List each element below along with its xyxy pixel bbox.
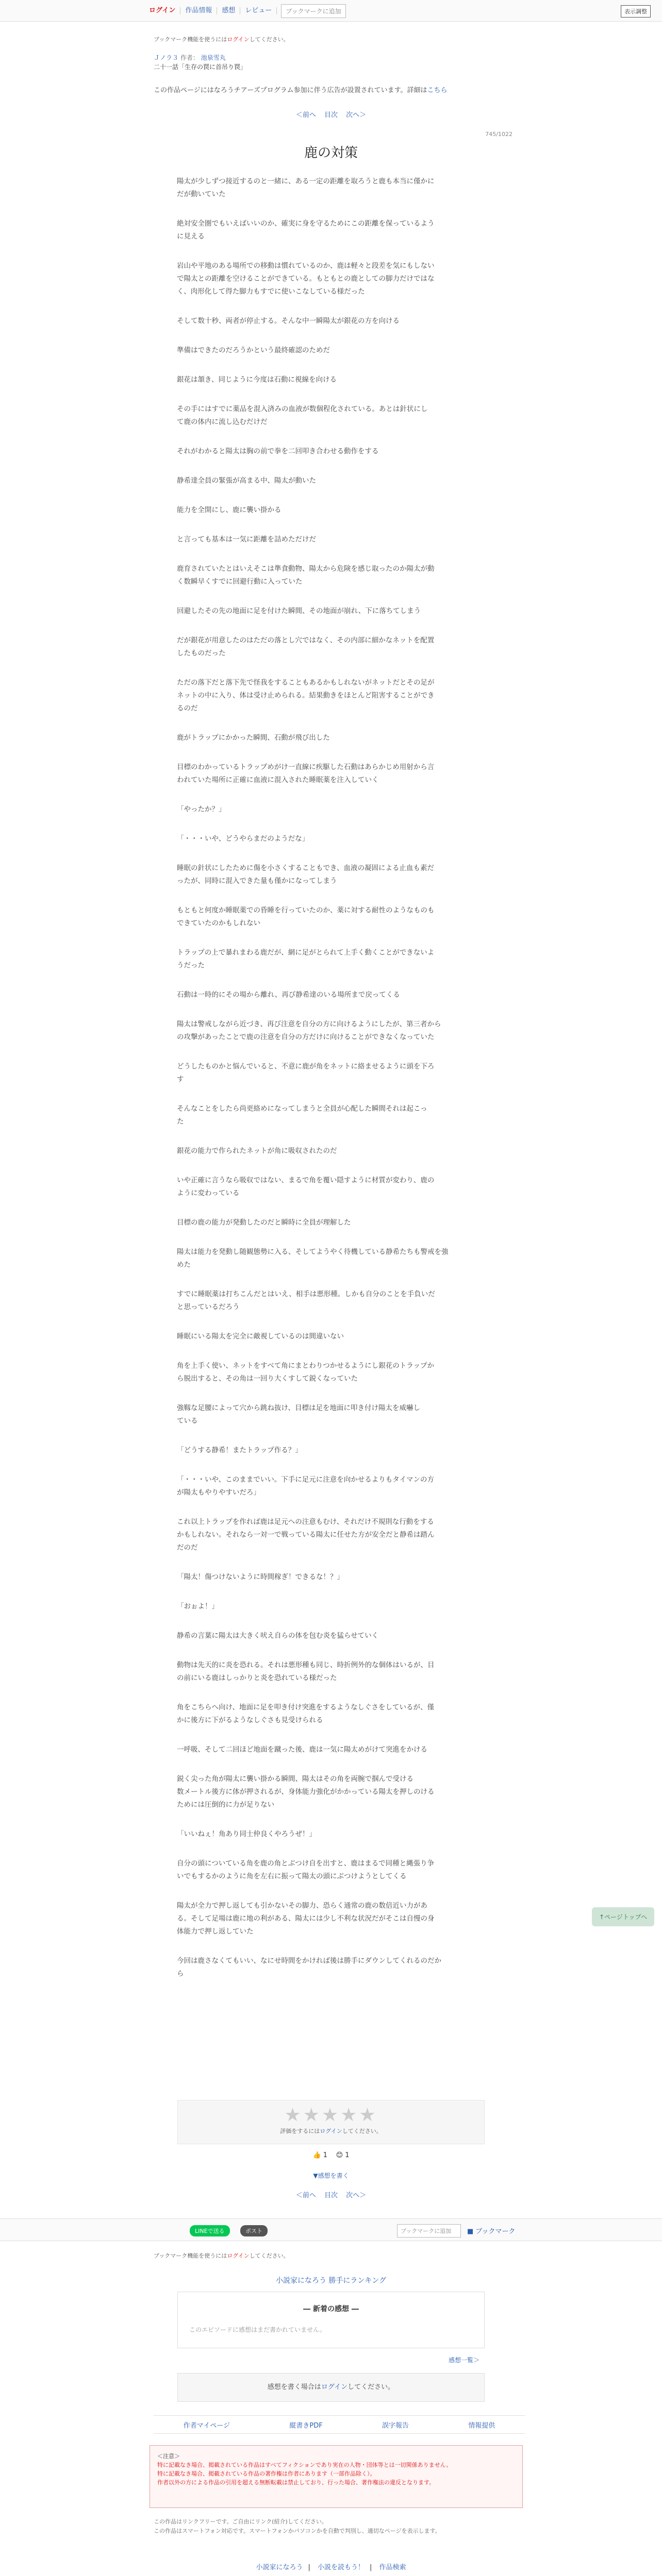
rating-stars[interactable]: ★★★★★: [284, 2105, 378, 2126]
promo-notice: この作品ページにはなろうチアーズプログラム参加に伴う広告が設置されています。詳細はこちら: [154, 87, 448, 94]
review-list-link[interactable]: 感想一覧＞: [449, 2357, 480, 2364]
episode-pager-bottom: [0, 2190, 662, 2199]
paragraph-gap: [177, 386, 481, 403]
body-line: ネットの中に入り、体は受け止められる。結果動きをほとんど阻害することができ: [177, 691, 435, 700]
body-line: 角を上手く使い、ネットをすべて角にまとわりつかせるようにし銀花のトラップか: [177, 1362, 434, 1370]
bookmark-icon: ■: [467, 2228, 474, 2235]
bookmark-notice: ブックマーク機能を使うにはログインしてください。: [154, 36, 289, 43]
paragraph-gap: [177, 1229, 481, 1246]
body-line: ように変わっている: [177, 1189, 240, 1197]
paragraph-gap: [177, 1584, 481, 1600]
body-line: で陽太との距離を空けることができている。もともとの鹿としての脚力だけではな: [177, 275, 435, 283]
body-line: るのだ: [177, 704, 198, 713]
typo-report-link[interactable]: 誤字報告: [382, 2421, 409, 2430]
paragraph-gap: [177, 1343, 481, 1360]
review-login-link[interactable]: ログイン: [321, 2383, 348, 2391]
body-line: く数瞬早くすでに回避行動に入っていた: [177, 578, 303, 586]
paragraph-gap: [177, 1499, 481, 1516]
notice-login-link-bottom[interactable]: ログイン: [227, 2252, 250, 2259]
info-provide-link[interactable]: 情報提供: [468, 2421, 495, 2430]
body-line: 静希の言葉に陽太は大きく吠え自らの体を包む炎を猛らせていく: [177, 1632, 379, 1640]
read-novels-link[interactable]: 小説を読もう！: [317, 2564, 365, 2571]
paragraph-gap: [177, 1727, 481, 1743]
body-line: ただの落下だと落下先で怪我をすることもあるかもしれないがネットだとその足が: [177, 679, 435, 687]
paragraph-gap: [177, 1128, 481, 1145]
body-line: 「おぉよ！」: [177, 1602, 219, 1611]
body-line: それがわかると陽太は胸の前で拳を二回叩き合わせる動作をする: [177, 447, 379, 455]
body-line: の攻撃があったことで鹿の注意を自分の方だけに向けることができなくなっていた: [177, 1033, 435, 1041]
prev-link[interactable]: ＜前へ: [295, 111, 316, 119]
notice-login-link[interactable]: ログイン: [227, 36, 250, 43]
body-line: 鹿育されていたとはいえそこは準食動物、陽太から危険を感じ取ったのか陽太が動: [177, 565, 435, 573]
caution-head: ＜注意＞: [157, 2453, 180, 2460]
body-line: 陽太が全力で押し返しても引かないその脚力、恐らく通常の鹿の数倍近い力があ: [177, 1902, 427, 1910]
paragraph-gap: [177, 1841, 481, 1857]
paragraph-gap: [177, 458, 481, 474]
body-line: 睡眠にいる陽太を完全に敵視しているのは間違いない: [177, 1332, 344, 1341]
nav-novel-info[interactable]: 作品情報: [180, 7, 217, 14]
body-line: ている: [177, 1417, 198, 1425]
paragraph-gap: [177, 487, 481, 504]
body-line: 静希達全員の緊張が高まる中、陽太が動いた: [177, 477, 316, 485]
body-line: が陽太もやりやすいだろ」: [177, 1488, 260, 1497]
body-line: 「いいねぇ！角あり同士仲良くやろうぜ！」: [177, 1830, 316, 1838]
body-line: す: [177, 1075, 184, 1083]
paragraph-gap: [177, 1756, 481, 1773]
bookmark-notice-bottom: ブックマーク機能を使うにはログインしてください。: [154, 2252, 289, 2259]
share-bar: [0, 2218, 662, 2241]
body-line: 銀花は頷き、同じように今度は石動に視線を向ける: [177, 376, 337, 384]
legal-notes: [154, 2517, 441, 2536]
body-line: 目標のわかっているトラップめがけ一直線に疾駆した石動はあらかじめ用射から言: [177, 763, 435, 771]
paragraph-gap: [177, 1811, 481, 1828]
body-line: ら: [177, 1970, 184, 1978]
body-line: 体能力で押し返していた: [177, 1927, 254, 1936]
thumbs-up-icon[interactable]: 👍: [312, 2151, 321, 2159]
like-count: 1: [323, 2151, 328, 2159]
toc-link-bottom[interactable]: 目次: [324, 2192, 338, 2199]
novel-body: [177, 175, 481, 1980]
evaluation-box: [177, 2100, 485, 2144]
paragraph-gap: [177, 328, 481, 344]
paragraph-gap: [177, 1002, 481, 1018]
body-line: 一呼吸、そして二回ほど地面を蹴った後、鹿は一気に陽太めがけて突進をかける: [177, 1745, 427, 1754]
body-line: 陽太が少しずつ接近するのと一緒に、ある一定の距離を取ろうと鹿も本当に僅かに: [177, 177, 435, 185]
caution-box: [150, 2445, 523, 2508]
body-line: かもしれない。それなら一対一で戦っている陽太に任せた方が安全だと静希は踏ん: [177, 1531, 435, 1539]
body-line: ったが、同時に混入できた量も僅かになってしまう: [177, 877, 337, 885]
caution-line: 特に記載なき場合、掲載されている作品はすべてフィクションであり実在の人物・団体等とは一切関係ありません。: [157, 2462, 452, 2468]
paragraph-gap: [177, 1200, 481, 1216]
episode-pager-top: [0, 109, 662, 119]
bottom-nav: 小説家になろう | 小説を読もう！ | 作品検索: [256, 2564, 406, 2571]
body-line: 角をこちらへ向け、地面に足を叩き付け突進をするようなしぐさをしているが、僅: [177, 1703, 434, 1711]
paragraph-gap: [177, 1314, 481, 1330]
chapter-heading: 二十一話「生存の罠に首吊り罠」: [154, 63, 247, 71]
body-line: トラップの上で暴れまわる鹿だが、網に足がとられて上手く動くことができないよ: [177, 948, 435, 957]
paragraph-gap: [177, 888, 481, 904]
display-setting-button[interactable]: 表示調整: [621, 5, 651, 18]
body-line: ら脱出すると、その角は一回り大くすして鋭くなっていた: [177, 1375, 358, 1383]
body-line: 睡眠の針状にしたために傷を小さくすることもでき、血液の凝固による止血も素だ: [177, 864, 434, 872]
legal-line: この作品はスマートフォン対応です。スマートフォンかパソコンかを自動で判別し、適切なページを表示します。: [154, 2528, 441, 2534]
series-info: [154, 54, 226, 62]
nav-impressions[interactable]: 感想: [217, 7, 240, 14]
paragraph-gap: [177, 930, 481, 946]
body-line: 鋭く尖った角が陽太に襲い掛かる瞬間、陽太はその角を両腕で掴んで受ける: [177, 1775, 413, 1783]
body-line: すでに睡眠薬は打ちこんだとはいえ、相手は悪形種。しかも自分のことを手負いだ: [177, 1290, 435, 1298]
body-line: 準備はできたのだろうかという最終確認のためだ: [177, 346, 330, 354]
review-write-box: 感想を書く場合はログインしてください。: [177, 2373, 485, 2402]
body-line: 動物は先天的に炎を恐れる。それは悪形種も同じ、時折例外的な個体はいるが、目: [177, 1661, 435, 1669]
paragraph-gap: [177, 1385, 481, 1402]
smile-icon[interactable]: 😊: [336, 2151, 343, 2159]
next-link[interactable]: 次へ＞: [346, 111, 367, 119]
paragraph-gap: [177, 243, 481, 260]
body-line: 強靱な足腰によって穴から跳ね抜け、目標は足を地面に叩き付け陽太を威嚇し: [177, 1404, 420, 1412]
paragraph-gap: [177, 1938, 481, 1955]
smile-count: 1: [345, 2151, 350, 2159]
paragraph-gap: [177, 357, 481, 374]
body-line: 石動は一時的にその場から離れ、再び静希達のいる場所まで戻ってくる: [177, 991, 400, 999]
body-line: 「陽太！傷つけないように時間稼ぎ！できるな！？」: [177, 1573, 344, 1581]
paragraph-gap: [177, 1642, 481, 1659]
body-line: 自分の頭についている角を鹿の角とぶつけ自を出すと、鹿はまるで同種と縄張り争: [177, 1859, 435, 1868]
paragraph-gap: [177, 1457, 481, 1473]
evaluation-note: 評価をするにはログインしてください。: [280, 2128, 382, 2134]
body-line: ためには圧倒的に力が足りない: [177, 1801, 274, 1809]
paragraph-gap: [177, 845, 481, 862]
body-line: 今回は鹿さなくてもいい、なにせ時間をかければ後は勝手にダウンしてくれるのだか: [177, 1957, 441, 1965]
body-line: 銀花の能力で作られたネットが角に吸収されたのだ: [177, 1147, 337, 1155]
bookmark-link[interactable]: ■ ブックマーク: [467, 2228, 516, 2235]
body-line: 「どうする静希！またトラップ作る？」: [177, 1446, 302, 1454]
paragraph-gap: [177, 298, 481, 315]
paragraph-gap: [177, 816, 481, 833]
chapter-title: 鹿の対策: [304, 145, 358, 161]
paragraph-gap: [177, 787, 481, 803]
body-line: だのだ: [177, 1544, 198, 1552]
body-line: われていた場所に正確に血液に混入された睡眠薬を注入していく: [177, 776, 379, 784]
site-home-link[interactable]: 小説家になろう: [256, 2564, 303, 2571]
series-title-link[interactable]: Ｊノラ３: [154, 54, 179, 61]
body-line: 目標の鹿の能力が発動したのだと瞬時に全員が理解した: [177, 1218, 351, 1227]
body-line: どうしたものかと悩んでいると、不意に鹿が角をネットに絡ませるように頭を下ろ: [177, 1062, 435, 1071]
write-review-link[interactable]: ▼感想を書く: [313, 2172, 349, 2179]
body-line: 回避したその先の地面に足を付けた瞬間、その地面が崩れ、下に落ちてしまう: [177, 607, 421, 615]
page-top-button[interactable]: ↑ページトップへ: [592, 1907, 654, 1926]
paragraph-gap: [177, 972, 481, 989]
body-line: る。そして足場は鹿に地の利がある、陽太には少し不利な状況だがそこは自慢の身: [177, 1914, 435, 1923]
bookmark-add-field[interactable]: ブックマークに追加: [397, 2224, 461, 2238]
paragraph-gap: [177, 1428, 481, 1444]
paragraph-gap: [177, 618, 481, 634]
page-count: 745/1022: [485, 131, 512, 138]
nav-login[interactable]: ログイン: [144, 7, 180, 14]
promo-detail-link[interactable]: こちら: [427, 87, 448, 94]
body-line: そして数十秒、両者が停止する。そんな中一瞬陽太が銀花の方を向ける: [177, 317, 400, 325]
share-line-button[interactable]: LINEで送る: [190, 2225, 230, 2236]
paragraph-gap: [177, 1685, 481, 1701]
author-link[interactable]: 池泉雪丸: [201, 54, 226, 61]
paragraph-gap: [177, 1044, 481, 1060]
body-line: と言っても基本は一気に距離を詰めただけだ: [177, 535, 316, 544]
body-line: これ以上トラップを作れば鹿は足元への注意もむけ、それだけ不規則な行動をする: [177, 1518, 434, 1526]
paragraph-gap: [177, 1272, 481, 1288]
caution-line: 特に記載なき場合、掲載されている作品の著作権は作者にあります（一部作品除く）。: [157, 2470, 376, 2477]
body-line: いや正確に言うなら吸収ではない、まるで角を覆い隠すように材質が変わり、鹿の: [177, 1176, 435, 1184]
body-line: もともと何度か睡眠薬での昏睡を行っていたのか、薬に対する耐性のようなものも: [177, 906, 435, 914]
caution-line: 作者以外の方による作品の引用を超える無断転載は禁止しており、行った場合、著作権法の違反となります。: [157, 2479, 435, 2486]
body-line: 絶対安全圏でもいえばいいのか、確実に身を守るためにこの距離を保っているよう: [177, 219, 435, 228]
paragraph-gap: [177, 517, 481, 533]
paragraph-gap: [177, 1086, 481, 1103]
author-mypage-link[interactable]: 作者マイページ: [183, 2421, 230, 2430]
top-nav: [144, 0, 346, 22]
body-line: かに後方に下がるようなしぐさも見受けられる: [177, 1716, 323, 1724]
toc-link[interactable]: 目次: [324, 111, 338, 119]
paragraph-gap: [177, 429, 481, 445]
body-line: く、肉形化して得た脚力もすでに使いこなしている様だった: [177, 287, 365, 296]
paragraph-gap: [177, 1158, 481, 1174]
paragraph-gap: [177, 201, 481, 217]
bookmark-add-button[interactable]: ブックマークに追加: [281, 4, 345, 18]
reactions: [0, 2151, 662, 2159]
new-reviews-empty: このエピソードに感想はまだ書かれていません。: [189, 2326, 326, 2333]
new-reviews-box: [177, 2292, 485, 2348]
body-line: そんなことをしたら尚更絡めになってしまうと全員が心配した瞬間それは起こっ: [177, 1105, 427, 1113]
paragraph-gap: [177, 1613, 481, 1630]
legal-line: この作品はリンクフリーです。ご自由にリンク(紹介)してください。: [154, 2518, 327, 2525]
author-links-bar: [154, 2415, 525, 2434]
author-label: 作者：: [180, 54, 199, 61]
top-bar: [0, 0, 662, 22]
new-reviews-title: ― 新着の感想 ―: [303, 2305, 359, 2313]
body-line: と思っているだろう: [177, 1303, 240, 1311]
share-x-button[interactable]: ポスト: [240, 2225, 268, 2236]
body-line: したものだった: [177, 649, 226, 657]
body-line: だが動いていた: [177, 190, 226, 198]
body-line: て鹿の体内に流し込むだけだ: [177, 418, 268, 426]
paragraph-gap: [177, 1554, 481, 1571]
eval-login-link[interactable]: ログイン: [320, 2128, 342, 2134]
paragraph-gap: [177, 588, 481, 605]
nav-review[interactable]: レビュー: [240, 7, 277, 14]
body-line: 「やったか？」: [177, 805, 226, 814]
body-line: できていたのかもしれない: [177, 919, 260, 927]
body-line: 岩山や平地のある場所での移動は慣れているのか、鹿は軽々と段差を気にもしない: [177, 262, 435, 270]
ranking-link[interactable]: 小説家になろう 勝手にランキング: [275, 2277, 387, 2285]
body-line: 「・・・いや、このままでいい。下手に足元に注意を向かせるよりもタイマンの方: [177, 1476, 434, 1484]
next-link-bottom[interactable]: 次へ＞: [346, 2192, 367, 2199]
paragraph-gap: [177, 715, 481, 732]
body-line: 陽太は能力を発動し随観態勢に入る、そしてようやく待機している静希たちも警戒を強: [177, 1248, 449, 1256]
body-line: の前にいる鹿はしっかりと炎を恐れている様だった: [177, 1674, 337, 1682]
body-line: いでもするかのように角を左右に振って陽太の頭にぶつけようとしてくる: [177, 1872, 407, 1880]
body-line: うだった: [177, 961, 205, 970]
paragraph-gap: [177, 660, 481, 676]
prev-link-bottom[interactable]: ＜前へ: [295, 2192, 316, 2199]
body-line: に見える: [177, 232, 205, 241]
body-line: 「・・・いや、どうやらまだのようだな」: [177, 835, 309, 843]
body-line: 鹿がトラップにかかった瞬間、石動が飛び出した: [177, 734, 330, 742]
body-line: だが銀花が用意したのはただの落とし穴ではなく、その内部に細かなネットを配置: [177, 636, 435, 645]
body-line: た: [177, 1117, 184, 1126]
vertical-pdf-link[interactable]: 縦書きPDF: [289, 2421, 323, 2430]
novel-search-link[interactable]: 作品検索: [379, 2564, 406, 2571]
body-line: 陽太は警戒しながら近づき、再び注意を自分の方に向けるようにしたが、第三者から: [177, 1020, 441, 1028]
body-line: 能力を全開にし、鹿に襲い掛かる: [177, 506, 282, 514]
body-line: 数メートル後方に体が押されるが、身体能力強化がかかっている陽太を押しのける: [177, 1788, 435, 1796]
paragraph-gap: [177, 744, 481, 761]
body-line: その手にはすでに薬品を混入済みの血液が数個程化されている。あとは針状にし: [177, 405, 428, 413]
paragraph-gap: [177, 1883, 481, 1900]
paragraph-gap: [177, 546, 481, 563]
body-line: めた: [177, 1261, 191, 1269]
